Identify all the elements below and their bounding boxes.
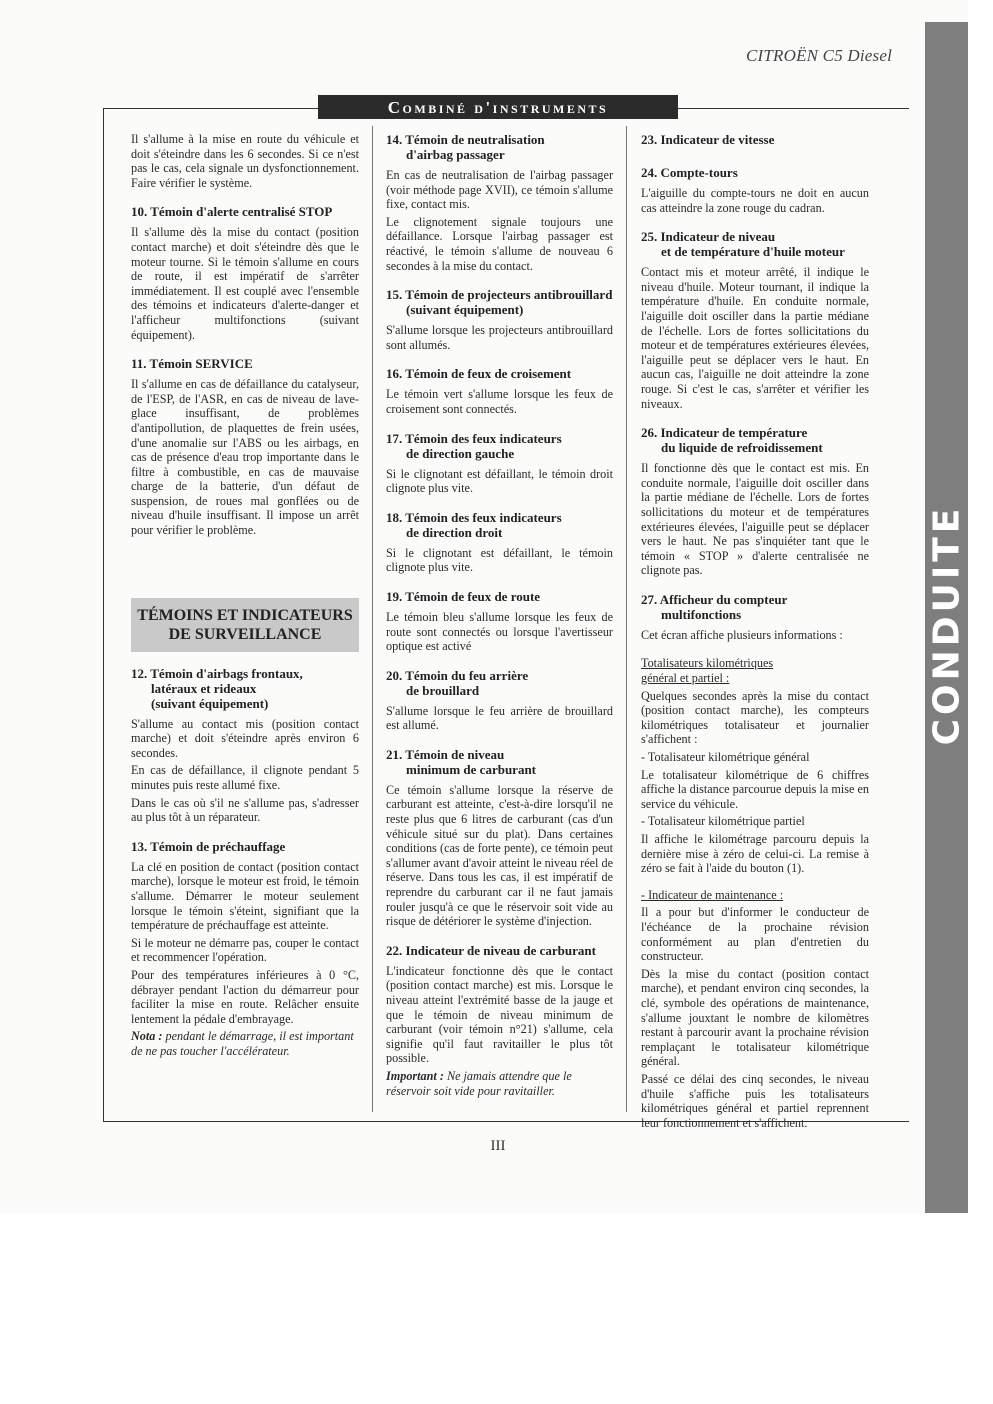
s26-l1: 26. Indicateur de température xyxy=(641,425,808,441)
maintenance-heading: - Indicateur de maintenance : xyxy=(641,887,784,902)
column-divider-1 xyxy=(372,126,373,1112)
tot-heading-l1: Totalisateurs kilométriques xyxy=(641,656,774,671)
s12-l3: (suivant équipement) xyxy=(151,695,269,711)
s25-l2: et de température d'huile moteur xyxy=(661,244,845,260)
s16-text: Le témoin vert s'allume lorsque les feux de croisement sont connectés. xyxy=(386,387,613,416)
s15-l2: (suivant équipement) xyxy=(406,302,524,318)
s13-p3: Pour des températures inférieures à 0 °C, débrayer pendant l'action du démarreur pour faciliter la mise en route. Relâcher ensuite lentement la pédale d'embrayage. xyxy=(131,967,359,1026)
tot-p5: Il affiche le kilométrage parcouru depuis la dernière mise à zéro de celui-ci. La remise à zéro se fait à l'aide du bouton (1). xyxy=(641,832,869,876)
side-tab-label: CONDUITE xyxy=(926,504,968,746)
s24-heading: 24. Compte-tours xyxy=(641,165,738,180)
s25-l1: 25. Indicateur de niveau xyxy=(641,229,776,245)
totalisateurs-heading xyxy=(641,656,869,685)
s14-heading xyxy=(386,132,613,162)
s10-text: Il s'allume dès la mise du contact (position contact marche) et doit s'éteindre dès que le moteur tourne. Si le témoin s'allume en cours de route, il est impératif de s'arrêter immédiatement. Il est couplé avec l'ensemble des témoins et indicateurs d'alerte-danger et l'afficheur multifonctions (suivant équipement). xyxy=(131,225,359,342)
tot-p1: Quelques secondes après la mise du contact (position contact marche), les compteurs kilométriques totalisateur et journalier s'affichent : xyxy=(641,688,869,747)
s22-heading: 22. Indicateur de niveau de carburant xyxy=(386,942,596,958)
s25-heading xyxy=(641,229,869,259)
maint-p2: Dès la mise du contact (position contact marche), et pendant environ cinq secondes, la clé, symbole des opérations de maintenance, s'allume jouxtant le nombre de kilomètres restant à parcourir avant la prochaine révision remplaçant le totalisateur kilométrique général. xyxy=(641,966,869,1069)
s27-l1: 27. Afficheur du compteur xyxy=(641,591,788,607)
vehicle-title: CITROËN C5 Diesel xyxy=(745,46,892,65)
s11-text: Il s'allume en cas de défaillance du catalyseur, de l'ESP, de l'ASR, en cas de niveau de lave-glace insuffisant, de problèmes d'antipollution, de plaquettes de frein usées, d'une anomalie sur l'ABS ou les airbags, en cas de présence d'eau trop importante dans le filtre à combustible, en cas de mauvaise charge de la batterie, d'un défaut de suspension, de roues mal gonflées ou de niveau d'huile insuffisant. Il impose un arrêt pour vérifier le problème. xyxy=(131,377,359,538)
page-number: III xyxy=(490,1138,506,1154)
s12-p3: Dans le cas où s'il ne s'allume pas, s'adresser au plus tôt à un réparateur. xyxy=(131,795,359,825)
s14-p1: En cas de neutralisation de l'airbag passager (voir méthode page XVII), ce témoin s'allume fixe, contact mis. xyxy=(386,168,613,212)
tot-heading-l2: général et partiel : xyxy=(641,671,730,686)
s19-heading: 19. Témoin de feux de route xyxy=(386,588,541,604)
column-3 xyxy=(641,132,869,1133)
s21-text: Ce témoin s'allume lorsque la réserve de carburant est atteinte, c'est-à-dire lorsqu'il ne reste plus que 6 litres de carburant (cas d'un véhicule situé sur du plat). Dans certaines conditions (cas de forte pente), ce témoin peut s'allumer avant d'avoir atteint le niveau réel de réserve. Dans tous les cas, il est impératif de reprendre du carburant car il ne faut jamais rouler jusqu'à ce que le réservoir soit vide au risque de détériorer le système d'injection. xyxy=(386,782,613,929)
s27-heading xyxy=(641,592,869,622)
s18-text: Si le clignotant est défaillant, le témoin clignote plus vite. xyxy=(386,545,613,575)
s19-text: Le témoin bleu s'allume lorsque les feux de route sont connectés ou lorsque l'avertisseur optique est activé xyxy=(386,609,613,654)
s13-heading: 13. Témoin de préchauffage xyxy=(131,838,286,854)
s13-p2: Si le moteur ne démarre pas, couper le contact et recommencer l'opération. xyxy=(131,935,359,965)
nota-text: pendant le démarrage, il est important de ne pas toucher l'accélérateur. xyxy=(131,1029,354,1058)
s23-heading: 23. Indicateur de vitesse xyxy=(641,132,775,147)
section-banner: Combiné d'instruments xyxy=(318,95,678,119)
tot-p2: - Totalisateur kilométrique général xyxy=(641,750,810,765)
s14-p2: Le clignotement signale toujours une défaillance. Lorsque l'airbag passager est réactivé, le témoin s'allume de nouveau 6 secondes à la mise du contact. xyxy=(386,214,613,273)
s22-text: L'indicateur fonctionne dès que le contact (position contact marche) est mis. Lorsque le niveau atteint l'extrémité basse de la jauge et que le témoin de niveau minimum de carburant (voir témoin n°21) s'allume, cela signifie qu'il faut ravitailler le plus tôt possible. xyxy=(386,963,613,1066)
important-label: Important : xyxy=(386,1068,444,1083)
s25-text: Contact mis et moteur arrêté, il indique le niveau d'huile. Moteur tournant, il indique la température d'huile. En conduite normale, l'aiguille doit osciller dans la partie médiane de l'échelle. Lors de fortes sollicitations du moteur et de températures extérieures élevées, l'aiguille peut se déplacer vers le haut. En aucun cas, l'aiguille ne doit atteindre la zone rouge. Si c'est le cas, s'arrêter et vérifier les niveaux. xyxy=(641,265,869,411)
s12-l2: latéraux et rideaux xyxy=(151,680,257,696)
s21-l1: 21. Témoin de niveau xyxy=(386,746,505,762)
s10-heading: 10. Témoin d'alerte centralisé STOP xyxy=(131,204,333,220)
box-line-2: DE SURVEILLANCE xyxy=(168,625,322,643)
s27-text: Cet écran affiche plusieurs informations : xyxy=(641,627,843,642)
s20-heading xyxy=(386,668,613,698)
frame-top-left-rule xyxy=(103,108,319,109)
s15-l1: 15. Témoin de projecteurs antibrouillard xyxy=(386,287,613,303)
s14-l1: 14. Témoin de neutralisation xyxy=(386,132,545,147)
s21-l2: minimum de carburant xyxy=(406,761,536,777)
s17-l1: 17. Témoin des feux indicateurs xyxy=(386,430,562,446)
column-1 xyxy=(131,132,359,1062)
s12-p2: En cas de défaillance, il clignote pendant 5 minutes puis reste allumé fixe. xyxy=(131,763,359,793)
s18-heading xyxy=(386,510,613,540)
maint-p1: Il a pour but d'informer le conducteur de l'échéance de la prochaine révision conformément au plan d'entretien du constructeur. xyxy=(641,905,869,964)
s27-l2: multifonctions xyxy=(661,606,742,622)
important-text: Ne jamais attendre que le réservoir soit vide pour ravitailler. xyxy=(386,1068,572,1098)
s15-text: S'allume lorsque les projecteurs antibrouillard sont allumés. xyxy=(386,323,613,352)
intro-paragraph: Il s'allume à la mise en route du véhicule et doit s'éteindre dans les 6 secondes. Si ce n'est pas le cas, cela signale un dysfonctionnement. Faire vérifier le système. xyxy=(131,132,359,190)
s17-text: Si le clignotant est défaillant, le témoin droit clignote plus vite. xyxy=(386,466,613,496)
s20-l1: 20. Témoin du feu arrière xyxy=(386,667,529,683)
frame-left-rule xyxy=(103,108,104,1122)
nota-label: Nota : xyxy=(131,1029,163,1044)
s12-l1: 12. Témoin d'airbags frontaux, xyxy=(131,665,303,681)
s24-text: L'aiguille du compte-tours ne doit en aucun cas atteindre la zone rouge du cadran. xyxy=(641,186,869,215)
s20-text: S'allume lorsque le feu arrière de brouillard est allumé. xyxy=(386,703,613,733)
column-divider-2 xyxy=(626,126,627,1112)
tot-p3: Le totalisateur kilométrique de 6 chiffres affiche la distance parcourue depuis la mise en service du véhicule. xyxy=(641,767,869,811)
nota-note xyxy=(131,1029,359,1058)
s15-heading xyxy=(386,287,613,317)
s16-heading: 16. Témoin de feux de croisement xyxy=(386,366,572,382)
s17-heading xyxy=(386,431,613,461)
s18-l2: de direction droit xyxy=(406,524,503,540)
s21-heading xyxy=(386,747,613,777)
s12-p1: S'allume au contact mis (position contact marche) et doit s'éteindre après environ 6 secondes. xyxy=(131,716,359,760)
s13-p1: La clé en position de contact (position contact marche), lorsque le moteur est froid, le témoin s'allume. Démarrer le moteur seulement lorsque le témoin s'éteint, signifiant que la température de préchauffage est atteinte. xyxy=(131,859,359,933)
column-2 xyxy=(386,132,613,1101)
tot-p4: - Totalisateur kilométrique partiel xyxy=(641,814,805,829)
box-line-1: TÉMOINS ET INDICATEURS xyxy=(137,606,353,624)
maint-p3: Passé ce délai des cinq secondes, le niveau d'huile s'affiche puis les totalisateurs kilométriques général et partiel reprennent leur fonctionnement et s'affichent. xyxy=(641,1071,869,1130)
s18-l1: 18. Témoin des feux indicateurs xyxy=(386,509,562,525)
surveillance-heading-box xyxy=(131,598,359,652)
s26-text: Il fonctionne dès que le contact est mis. En conduite normale, l'aiguille doit osciller dans la partie médiane de l'échelle. Lors de fortes sollicitations du moteur et de températures extérieures élevées, l'aiguille peut se déplacer vers le haut. Ne pas s'inquiéter tant que le témoin « STOP » d'alerte centralisée ne clignote pas. xyxy=(641,461,869,578)
important-note xyxy=(386,1069,613,1098)
s26-heading xyxy=(641,425,869,455)
s12-heading xyxy=(131,666,359,711)
s11-heading: 11. Témoin SERVICE xyxy=(131,356,253,372)
s17-l2: de direction gauche xyxy=(406,445,515,461)
s20-l2: de brouillard xyxy=(406,682,480,698)
frame-top-right-rule xyxy=(677,108,909,109)
s14-l2: d'airbag passager xyxy=(406,147,505,162)
s26-l2: du liquide de refroidissement xyxy=(661,440,823,456)
